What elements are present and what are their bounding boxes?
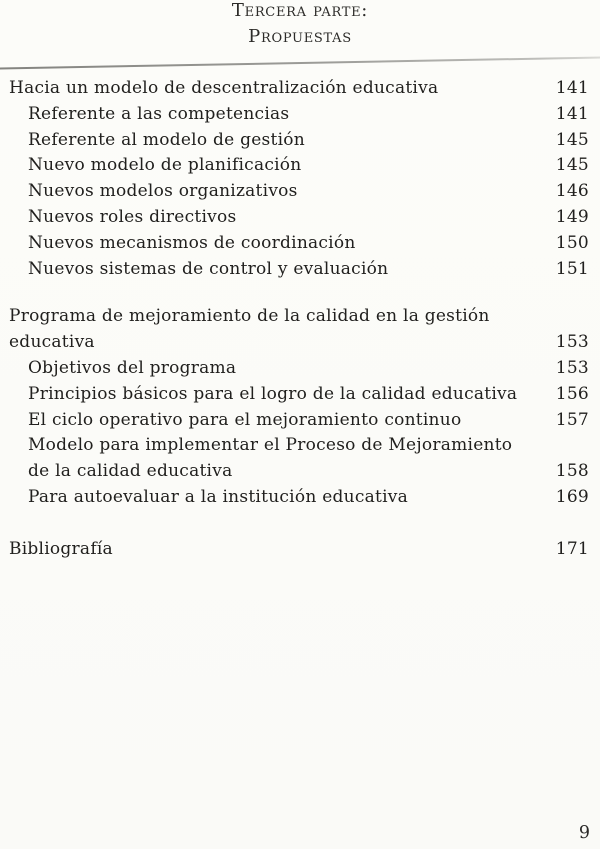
toc-entry-page: 146 [555,181,589,202]
toc-entry-page: 151 [555,258,589,279]
toc-entry [9,408,589,434]
toc-entry-page: 153 [555,357,589,378]
toc-entry [9,356,589,382]
toc-entry-title: Bibliografía [9,538,113,559]
part-label: Tercera parte: [231,0,369,21]
toc-entry-title: Referente al modelo de gestión [28,129,305,150]
toc-entry-title: Referente a las competencias [28,103,290,124]
toc-entry-page: 149 [555,206,589,227]
toc-entry-page: 150 [555,232,589,253]
toc-entry [9,205,589,231]
toc-entry-title: Nuevos mecanismos de coordinación [28,232,356,253]
part-title: Propuestas [248,26,352,47]
toc-entry-title: Hacia un modelo de descentralización educativa [9,78,439,98]
toc-entry [9,128,589,154]
toc-entry [9,76,589,102]
toc-entry-title: Nuevos modelos organizativos [28,181,298,202]
toc-entry [9,153,589,179]
toc-entry-title: Modelo para implementar el Proceso de Mejoramiento [28,435,513,456]
toc-entry-title: El ciclo operativo para el mejoramiento continuo [28,409,462,430]
horizontal-rule [0,56,600,69]
table-of-contents [9,76,589,563]
toc-entry-page: 158 [555,461,589,482]
toc-entry [9,485,589,511]
toc-entry [9,231,589,257]
toc-entry [9,257,589,283]
toc-entry-title: Nuevos sistemas de control y evaluación [28,258,389,279]
toc-entry-page: 145 [555,129,589,150]
toc-entry-page: 156 [555,383,589,404]
toc-entry-title: Nuevos roles directivos [28,206,237,227]
toc-entry-title: de la calidad educativa [28,461,233,482]
toc-entry-title: Para autoevaluar a la institución educativa [28,486,409,507]
toc-entry-page: 169 [555,486,589,507]
toc-entry [9,179,589,205]
toc-entry [9,330,589,356]
toc-entry-title: Principios básicos para el logro de la calidad educativa [28,383,518,404]
toc-entry-page: 157 [555,409,589,430]
toc-entry-title: Objetivos del programa [28,357,237,378]
toc-entry-page: 141 [555,103,589,124]
toc-entry-page: 171 [555,538,589,559]
toc-entry [9,382,589,408]
toc-entry [9,433,589,459]
toc-entry-page: 153 [555,332,589,353]
toc-entry [9,102,589,128]
toc-entry [9,304,589,330]
toc-entry-page: 145 [555,155,589,176]
toc-entry [9,459,589,485]
toc-entry-title: educativa [9,332,95,353]
toc-entry-title: Nuevo modelo de planificación [28,155,302,176]
toc-entry-page: 141 [555,78,589,98]
toc-entry-title: Programa de mejoramiento de la calidad en la gestión [9,306,490,327]
toc-entry [9,537,589,563]
page-number: 9 [578,823,590,843]
